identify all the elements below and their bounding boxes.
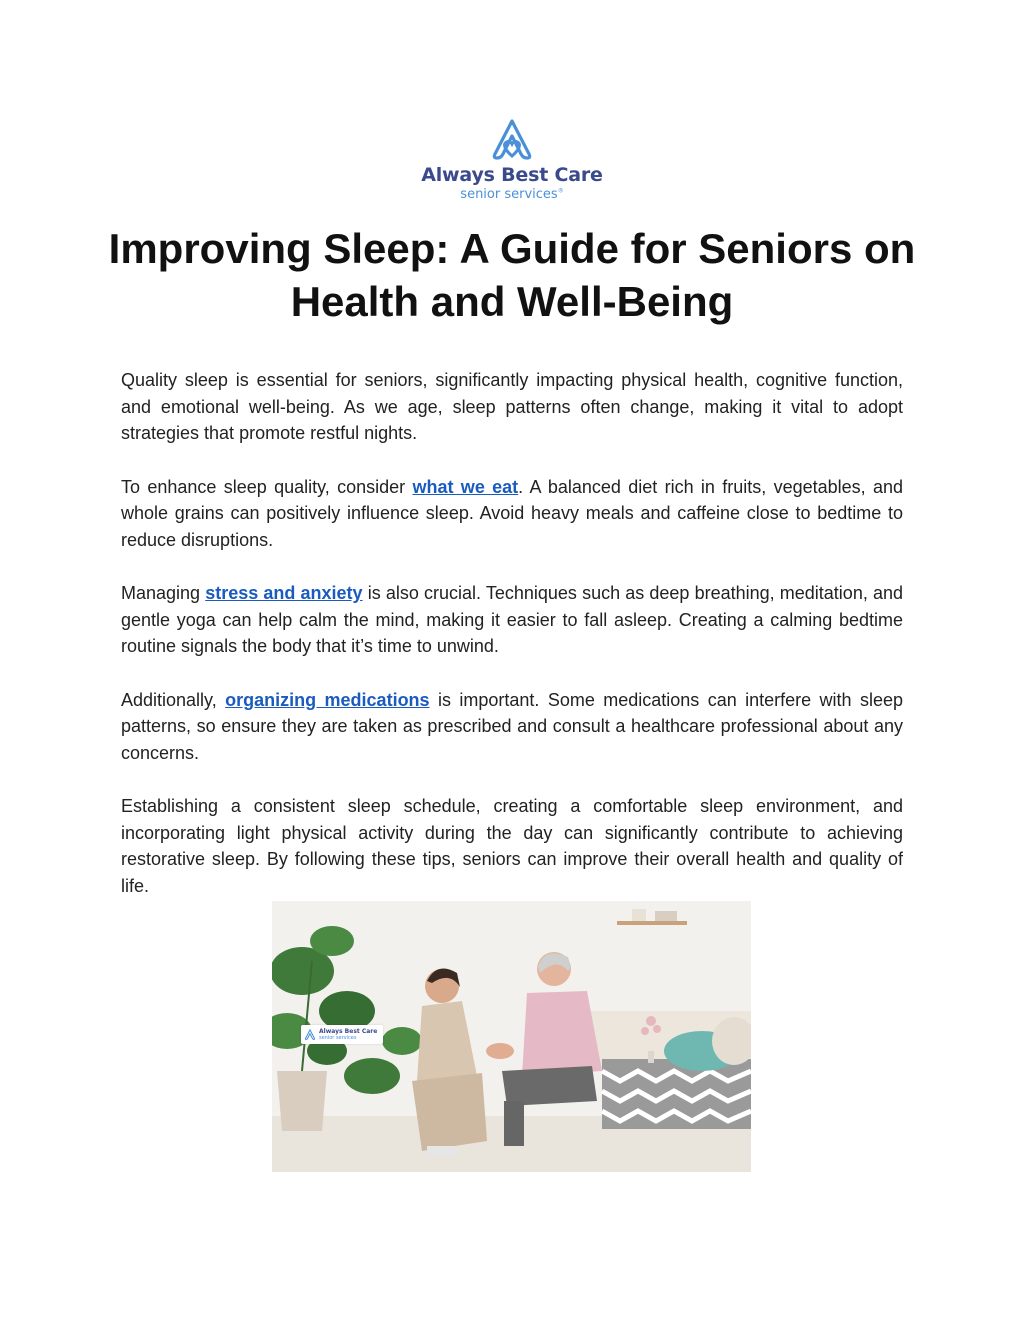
badge-brand-name: Always Best Care [319, 1027, 378, 1035]
badge-tagline: senior services [319, 1034, 357, 1041]
brand-logo [0, 118, 1024, 202]
article-body [121, 367, 903, 926]
link-organizing-medications[interactable]: organizing medications [225, 689, 430, 710]
caregiver-photo [272, 901, 751, 1172]
logo-brand-name: Always Best Care [421, 164, 603, 186]
link-stress-and-anxiety[interactable]: stress and anxiety [205, 583, 363, 603]
link-what-we-eat[interactable]: what we eat [412, 476, 519, 497]
paragraph-conclusion: Establishing a consistent sleep schedule, creating a comfortable sleep environment, and incorporating light physical activity during the day can significantly contribute to achieving restorative sleep. By following these tips, seniors can improve their overall health and quality of life. [121, 796, 903, 896]
paragraph-diet: To enhance sleep quality, consider what we eat. A balanced diet rich in fruits, vegetables, and whole grains can positively influence sleep. Avoid heavy meals and caffeine close to bedtime to reduce disruptions. [121, 476, 904, 550]
heart-home-logo-icon [304, 1029, 316, 1040]
paragraph-medications: Additionally, organizing medications is important. Some medications can interfere with sleep patterns, so ensure they are taken as prescribed and consult a healthcare professional about any concerns. [121, 689, 904, 763]
logo-tagline: senior services® [460, 187, 564, 202]
paragraph-stress: Managing stress and anxiety is also crucial. Techniques such as deep breathing, meditation, and gentle yoga can help calm the mind, making it easier to fall asleep. Creating a calming bedtime routine signals the body that it’s time to unwind. [121, 583, 904, 656]
page-title: Improving Sleep: A Guide for Seniors on Health and Well-Being [108, 225, 916, 325]
photo-brand-badge [301, 1025, 383, 1044]
paragraph-intro: Quality sleep is essential for seniors, significantly impacting physical health, cognitive function, and emotional well-being. As we age, sleep patterns often change, making it vital to adopt strategies that promote restful nights. [121, 370, 903, 443]
heart-home-logo-icon [489, 118, 535, 160]
